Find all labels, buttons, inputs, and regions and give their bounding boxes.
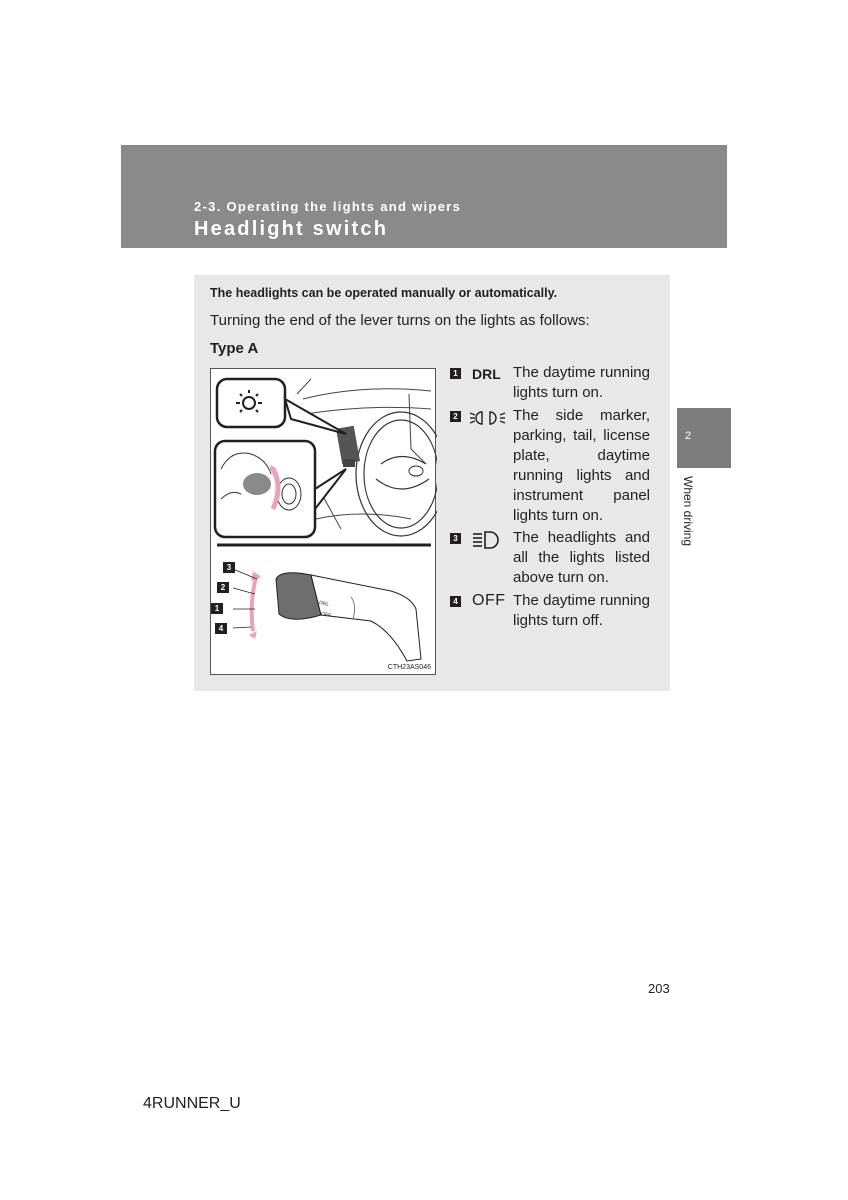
item-number-badge: 3 — [450, 533, 461, 544]
intro-bold-text: The headlights can be operated manually or automatically. — [210, 286, 558, 300]
item-number-badge: 2 — [450, 411, 461, 422]
item-description: The daytime running lights turn on. — [513, 364, 650, 401]
item-description: The daytime running lights turn off. — [513, 592, 650, 629]
lever-off-mark: OFF — [320, 611, 332, 619]
side-marker-lights-icon — [468, 408, 510, 428]
page-number: 203 — [648, 981, 670, 996]
page-header — [121, 145, 727, 248]
lever-illustration — [210, 368, 436, 675]
lever-illustration-drawing — [211, 369, 437, 676]
off-icon: OFF — [472, 592, 506, 609]
headlight-icon — [468, 530, 510, 550]
figure-callout-1: 1 — [211, 603, 223, 614]
chapter-number: 2 — [685, 430, 692, 442]
item-number-badge: 4 — [450, 596, 461, 607]
figure-callout-2: 2 — [217, 582, 229, 593]
item-description: The headlights and all the lights listed above turn on. — [513, 529, 650, 586]
section-title: 2-3. Operating the lights and wipers — [194, 199, 462, 214]
chapter-tab[interactable] — [677, 408, 731, 468]
figure-code: CTH23AS046 — [387, 664, 431, 671]
figure-callout-3: 3 — [223, 562, 235, 573]
type-label: Type A — [210, 340, 259, 357]
lever-drl-mark: DRL — [318, 600, 330, 608]
content-box — [194, 275, 670, 691]
page-title: Headlight switch — [194, 218, 389, 240]
intro-text: Turning the end of the lever turns on the lights as follows: — [210, 312, 590, 329]
figure-callout-4: 4 — [215, 623, 227, 634]
chapter-label: When driving — [681, 476, 695, 547]
drl-icon: DRL — [472, 366, 501, 382]
item-description: The side marker, parking, tail, license plate, daytime running lights and instrument panel lights turn on. — [513, 407, 650, 524]
footer-model: 4RUNNER_U — [143, 1095, 241, 1112]
item-number-badge: 1 — [450, 368, 461, 379]
